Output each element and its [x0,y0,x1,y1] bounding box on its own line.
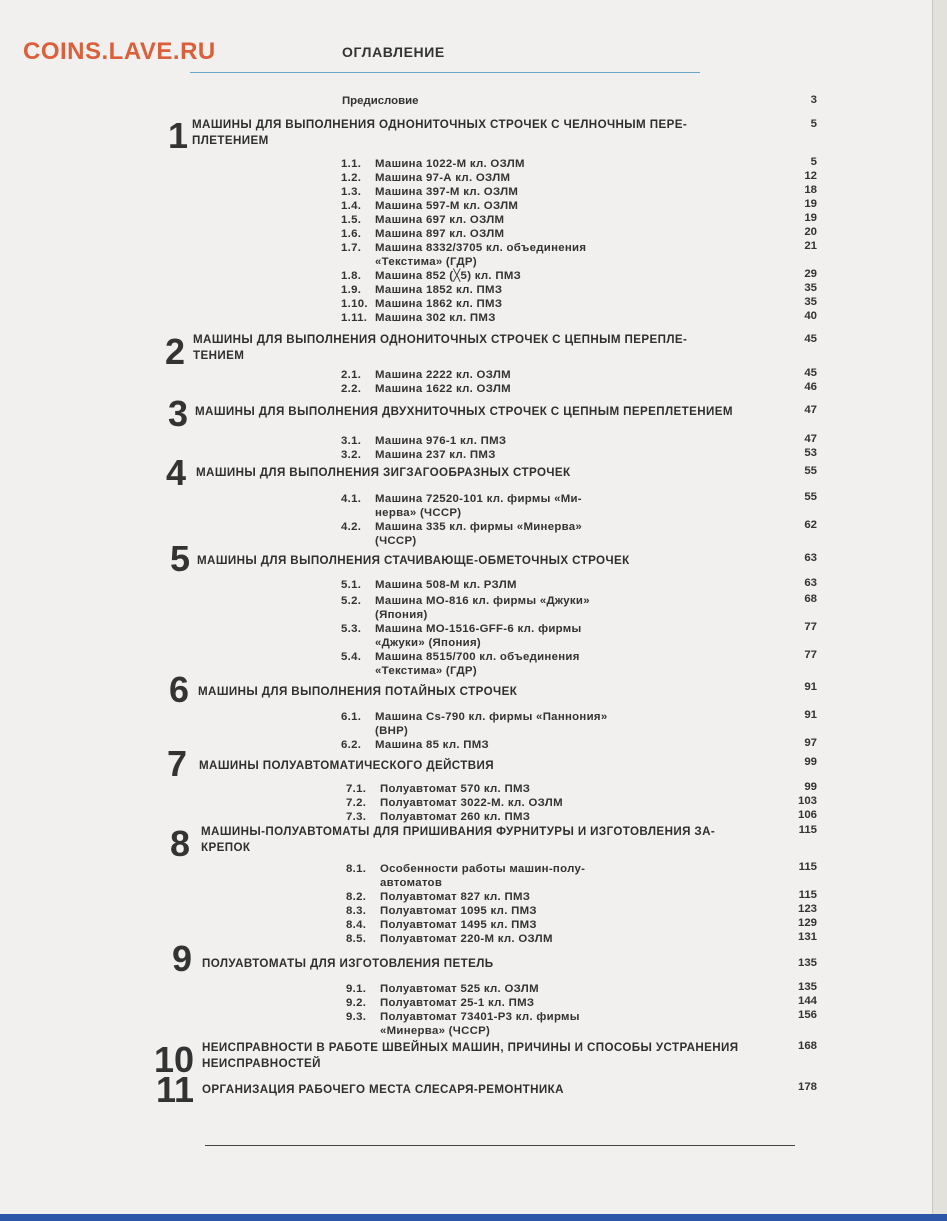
entry-title [380,862,585,890]
entry-number: 8.1. [346,863,367,875]
entry-page-number: 97 [804,737,817,749]
entry-title-line: Машина 852 (╳5) кл. ПМЗ [375,270,522,282]
entry-title [380,890,530,904]
entry-title-line: Машина 1622 кл. ОЗЛМ [375,383,511,395]
entry-title [375,710,608,738]
entry-title [375,269,521,283]
entry-title-line: Машина 97-А кл. ОЗЛМ [375,172,511,184]
entry-page-number: 62 [804,519,817,531]
entry-title-line: Полуавтомат 1095 кл. ПМЗ [380,905,537,917]
toc-entry[interactable] [341,382,511,396]
entry-number: 6.1. [341,711,362,723]
page-edge-bottom [0,1214,947,1221]
entry-page-number: 40 [804,310,817,322]
chapter-title-line: МАШИНЫ ДЛЯ ВЫПОЛНЕНИЯ ЗИГЗАГООБРАЗНЫХ СТРОЧЕК [196,466,571,479]
title-underline [190,72,700,73]
toc-entry[interactable] [341,650,580,678]
entry-title-line: Машина 897 кл. ОЗЛМ [375,228,505,240]
entry-number: 8.4. [346,919,367,931]
entry-title-line: Машина 1862 кл. ПМЗ [375,298,503,310]
toc-entry[interactable] [341,368,511,382]
toc-entry[interactable] [341,283,502,297]
chapter-page-number: 63 [804,552,817,564]
page-title: ОГЛАВЛЕНИЕ [342,44,445,60]
entry-page-number: 91 [804,709,817,721]
toc-entry[interactable] [346,890,530,904]
entry-title [380,810,530,824]
entry-number: 1.6. [341,228,362,240]
entry-page-number: 129 [797,917,817,929]
entry-title [380,782,530,796]
entry-title-line: Машина 597-М кл. ОЗЛМ [375,200,519,212]
entry-title-line: Машина 8332/3705 кл. объединения [375,242,587,254]
entry-number: 9.3. [346,1011,367,1023]
entry-number: 1.3. [341,186,362,198]
entry-page-number: 19 [804,212,817,224]
chapter-title[interactable] [199,758,494,774]
chapter-title-line: МАШИНЫ ДЛЯ ВЫПОЛНЕНИЯ ОДНОНИТОЧНЫХ СТРОЧЕК С ЧЕЛНОЧНЫМ ПЕРЕ- [192,118,688,131]
entry-page-number: 77 [804,621,817,633]
entry-number: 3.1. [341,435,362,447]
entry-number: 7.2. [346,797,367,809]
toc-entry[interactable] [341,241,586,269]
entry-title-line: Машина 237 кл. ПМЗ [375,449,496,461]
chapter-title[interactable] [202,1040,739,1072]
chapter-page-number: 55 [804,465,817,477]
entry-page-number: 63 [804,577,817,589]
entry-page-number: 99 [804,781,817,793]
entry-page-number: 106 [797,809,817,821]
entry-title [380,996,534,1010]
page-edge-right [932,0,947,1221]
entry-title-line: Полуавтомат 220-М кл. ОЗЛМ [380,933,553,945]
chapter-page-number: 99 [804,756,817,768]
entry-page-number: 55 [804,491,817,503]
toc-entry[interactable] [346,918,537,932]
toc-entry[interactable] [341,710,608,738]
toc-entry[interactable] [341,213,504,227]
entry-page-number: 103 [797,795,817,807]
entry-number: 9.2. [346,997,367,1009]
chapter-page-number: 45 [804,333,817,345]
entry-page-number: 5 [810,156,817,168]
entry-page-number: 35 [804,282,817,294]
entry-number: 4.1. [341,493,362,505]
chapter-number: 10 [154,1039,195,1080]
chapter-title-line: МАШИНЫ ДЛЯ ВЫПОЛНЕНИЯ ДВУХНИТОЧНЫХ СТРОЧЕК С ЦЕПНЫМ ПЕРЕПЛЕТЕНИЕМ [195,405,733,418]
entry-title [375,283,502,297]
entry-title-line: Машина 1022-М кл. ОЗЛМ [375,158,525,170]
entry-page-number: 131 [797,931,817,943]
entry-number: 5.4. [341,651,362,663]
entry-title [380,796,563,810]
entry-title-line: нерва» (ЧССР) [375,507,462,519]
entry-title [375,594,590,622]
chapter-page-number: 135 [797,957,817,969]
entry-title [375,199,518,213]
bottom-rule [205,1145,795,1146]
chapter-title-line: МАШИНЫ ДЛЯ ВЫПОЛНЕНИЯ ОДНОНИТОЧНЫХ СТРОЧЕК С ЦЕПНЫМ ПЕРЕПЛЕ- [193,333,688,346]
toc-entry[interactable] [341,622,582,650]
entry-title [375,434,506,448]
chapter-number: 3 [168,393,189,434]
chapter-page-number: 47 [804,404,817,416]
entry-page-number: 18 [804,184,817,196]
toc-entry[interactable] [346,810,530,824]
preface-page: 3 [810,94,817,106]
toc-entry[interactable] [346,862,585,890]
entry-title [375,311,496,325]
toc-entry[interactable] [346,782,530,796]
entry-page-number: 115 [798,889,817,901]
chapter-number: 2 [165,331,186,372]
chapter-title[interactable] [202,956,494,972]
chapter-title-line: КРЕПОК [201,841,251,854]
entry-title-line: Машина 335 кл. фирмы «Минерва» [375,521,583,533]
chapter-title[interactable] [196,465,571,481]
chapter-number: 8 [170,823,191,864]
entry-number: 5.3. [341,623,362,635]
entry-title-line: «Джуки» (Япония) [375,637,482,649]
entry-title-line: Машина 302 кл. ПМЗ [375,312,496,324]
entry-number: 1.11. [341,312,368,324]
entry-title-line: Машина Cs-790 кл. фирмы «Паннония» [375,711,608,723]
toc-entry[interactable] [346,996,534,1010]
entry-title-line: Полуавтомат 1495 кл. ПМЗ [380,919,537,931]
entry-page-number: 135 [797,981,817,993]
chapter-title[interactable] [198,684,517,700]
chapter-title[interactable] [202,1082,564,1098]
toc-entry[interactable] [346,982,539,996]
chapter-title-line: МАШИНЫ ДЛЯ ВЫПОЛНЕНИЯ СТАЧИВАЮЩЕ-ОБМЕТОЧНЫХ СТРОЧЕК [197,554,630,567]
chapter-title[interactable] [201,824,715,856]
entry-page-number: 29 [804,268,817,280]
entry-title [375,448,496,462]
chapter-number: 1 [168,115,189,156]
chapter-number: 9 [172,938,193,979]
toc-entry[interactable] [341,594,590,622]
entry-page-number: 123 [797,903,817,915]
entry-title [375,227,504,241]
entry-number: 1.2. [341,172,362,184]
entry-page-number: 46 [804,381,817,393]
toc-entry[interactable] [341,434,506,448]
chapter-title[interactable] [193,332,687,364]
entry-title-line: Полуавтомат 73401-Р3 кл. фирмы [380,1011,580,1023]
entry-number: 2.2. [341,383,362,395]
chapter-number: 7 [167,743,188,784]
entry-number: 7.3. [346,811,367,823]
entry-title [380,1010,580,1038]
entry-title-line: Полуавтомат 260 кл. ПМЗ [380,811,531,823]
toc-entry[interactable] [341,269,521,283]
entry-title [375,738,489,752]
entry-title-line: Машина 397-М кл. ОЗЛМ [375,186,519,198]
entry-title [375,520,582,548]
chapter-number: 11 [156,1069,195,1110]
entry-number: 5.1. [341,579,362,591]
chapter-page-number: 5 [810,118,817,130]
entry-number: 8.3. [346,905,367,917]
entry-page-number: 77 [804,649,817,661]
entry-title-line: Машина 1852 кл. ПМЗ [375,284,503,296]
entry-page-number: 21 [804,240,817,252]
watermark: COINS.LAVE.RU [23,38,216,65]
entry-title-line: «Текстима» (ГДР) [375,256,477,268]
entry-page-number: 68 [804,593,817,605]
toc-entry[interactable] [346,932,553,946]
entry-title-line: Машина МО-816 кл. фирмы «Джуки» [375,595,590,607]
chapter-title-line: МАШИНЫ ПОЛУАВТОМАТИЧЕСКОГО ДЕЙСТВИЯ [199,759,495,772]
entry-page-number: 53 [804,447,817,459]
chapter-page-number: 168 [797,1040,817,1052]
chapter-title[interactable] [195,404,733,420]
entry-title-line: Машина 976-1 кл. ПМЗ [375,435,507,447]
entry-title-line: Машина МО-1516-GFF-6 кл. фирмы [375,623,582,635]
entry-title [380,904,537,918]
chapter-number: 5 [170,538,191,579]
chapter-title-line: МАШИНЫ-ПОЛУАВТОМАТЫ ДЛЯ ПРИШИВАНИЯ ФУРНИТУРЫ И ИЗГОТОВЛЕНИЯ ЗА- [201,825,716,838]
entry-page-number: 47 [804,433,817,445]
toc-entry[interactable] [346,904,537,918]
entry-number: 1.1. [341,158,362,170]
entry-title [375,578,517,592]
entry-title [375,368,511,382]
toc-entry[interactable] [346,1010,580,1038]
chapter-page-number: 91 [804,681,817,693]
entry-title [375,650,580,678]
entry-title-line: Машина 697 кл. ОЗЛМ [375,214,505,226]
entry-title-line: Полуавтомат 25-1 кл. ПМЗ [380,997,535,1009]
toc-entry[interactable] [341,199,518,213]
chapter-title-line: ОРГАНИЗАЦИЯ РАБОЧЕГО МЕСТА СЛЕСАРЯ-РЕМОНТНИКА [202,1083,564,1096]
entry-title-line: автоматов [380,877,443,889]
entry-number: 1.5. [341,214,362,226]
entry-title [380,918,537,932]
entry-page-number: 115 [798,861,817,873]
entry-title [375,492,582,520]
entry-title-line: Машина 8515/700 кл. объединения [375,651,580,663]
chapter-title-line: ПЛЕТЕНИЕМ [192,134,269,147]
toc-entry[interactable] [341,227,504,241]
entry-number: 1.7. [341,242,362,254]
entry-title-line: Машина 72520-101 кл. фирмы «Ми- [375,493,582,505]
toc-entry[interactable] [346,796,563,810]
chapter-number: 4 [166,452,187,493]
toc-entry[interactable] [341,520,582,548]
entry-title-line: Машина 85 кл. ПМЗ [375,739,489,751]
chapter-page-number: 178 [797,1081,817,1093]
entry-title [375,297,502,311]
chapter-title-line: ПОЛУАВТОМАТЫ ДЛЯ ИЗГОТОВЛЕНИЯ ПЕТЕЛЬ [202,957,494,970]
entry-number: 8.2. [346,891,367,903]
entry-title [380,982,539,996]
entry-title-line: Особенности работы машин-полу- [380,863,586,875]
toc-entry[interactable] [341,492,582,520]
entry-title-line: Полуавтомат 827 кл. ПМЗ [380,891,531,903]
toc-entry[interactable] [341,185,518,199]
entry-page-number: 19 [804,198,817,210]
entry-number: 7.1. [346,783,367,795]
chapter-title-line: НЕИСПРАВНОСТЕЙ [202,1057,321,1070]
chapter-number: 6 [169,669,190,710]
entry-number: 9.1. [346,983,367,995]
toc-entry[interactable] [341,297,502,311]
entry-title-line: Полуавтомат 3022-М. кл. ОЗЛМ [380,797,563,809]
entry-page-number: 144 [797,995,817,1007]
entry-page-number: 20 [804,226,817,238]
toc-entry[interactable] [341,157,525,171]
entry-page-number: 45 [804,367,817,379]
entry-title-line: Полуавтомат 525 кл. ОЗЛМ [380,983,539,995]
toc-entry[interactable] [341,578,517,592]
entry-title-line: Машина 2222 кл. ОЗЛМ [375,369,511,381]
entry-title-line: Полуавтомат 570 кл. ПМЗ [380,783,531,795]
entry-title-line: (ВНР) [375,725,409,737]
toc-entry[interactable] [341,448,496,462]
entry-number: 6.2. [341,739,362,751]
chapter-title[interactable] [197,553,630,569]
entry-number: 3.2. [341,449,362,461]
entry-title [380,932,553,946]
entry-number: 2.1. [341,369,362,381]
entry-title [375,622,582,650]
entry-number: 1.4. [341,200,362,212]
entry-page-number: 156 [797,1009,817,1021]
entry-number: 1.9. [341,284,362,296]
entry-title [375,213,504,227]
chapter-title-line: МАШИНЫ ДЛЯ ВЫПОЛНЕНИЯ ПОТАЙНЫХ СТРОЧЕК [198,685,518,698]
entry-title [375,157,525,171]
entry-title [375,241,586,269]
entry-title-line: «Минерва» (ЧССР) [380,1025,491,1037]
chapter-title[interactable] [192,117,687,149]
toc-entry[interactable] [341,738,489,752]
entry-title-line: «Текстима» (ГДР) [375,665,477,677]
toc-entry[interactable] [341,171,510,185]
chapter-title-line: НЕИСПРАВНОСТИ В РАБОТЕ ШВЕЙНЫХ МАШИН, ПРИЧИНЫ И СПОСОБЫ УСТРАНЕНИЯ [202,1041,739,1054]
entry-title-line: Машина 508-М кл. РЗЛМ [375,579,517,591]
entry-title [375,185,518,199]
entry-title-line: (Япония) [375,609,428,621]
entry-page-number: 35 [804,296,817,308]
chapter-title-line: ТЕНИЕМ [193,349,245,362]
entry-number: 4.2. [341,521,362,533]
entry-title-line: (ЧССР) [375,535,417,547]
toc-entry[interactable] [341,311,496,325]
chapter-page-number: 115 [798,824,817,836]
entry-number: 1.10. [341,298,368,310]
preface-label[interactable]: Предисловие [342,95,419,107]
entry-number: 1.8. [341,270,362,282]
entry-number: 5.2. [341,595,362,607]
entry-title [375,171,510,185]
entry-title [375,382,511,396]
entry-page-number: 12 [804,170,817,182]
entry-number: 8.5. [346,933,367,945]
